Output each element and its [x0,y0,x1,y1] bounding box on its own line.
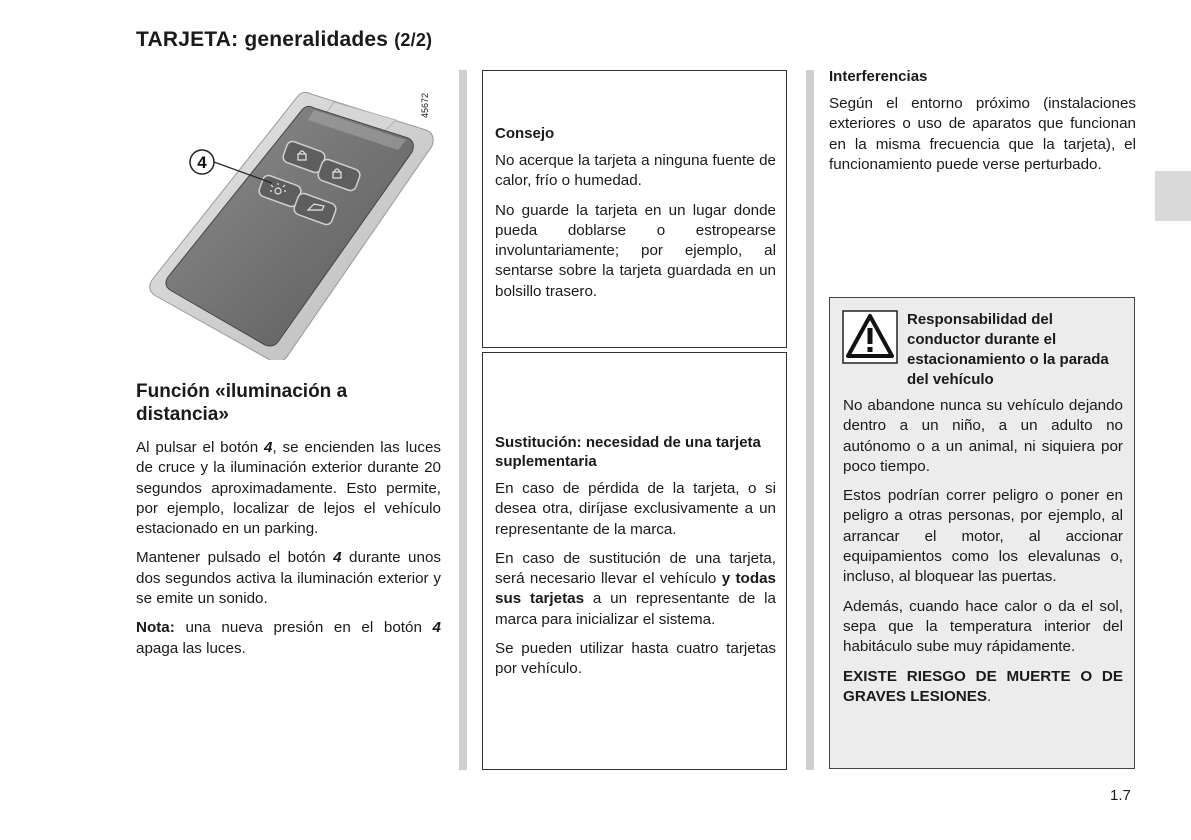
warning-emphasis: EXISTE RIESGO DE MUERTE O DE GRAVES LESIONES [843,667,1123,705]
page-number: 1.7 [1110,787,1131,804]
text-run: a un representante de la marca para inicializar el sistema. [495,590,777,628]
warning-paragraph-1: No abandone nunca su vehículo dejando dentro a un niño, a un adulto no autónomo o a un animal, ni siquiera por poco tiempo. [843,397,1123,475]
warning-header [842,310,1122,390]
lighting-section [136,380,441,668]
button-ref: 4 [333,549,342,567]
figure-reference: 45672 [420,92,430,118]
text-run: apaga las luces. [136,639,246,657]
replacement-paragraph-3: Se pueden utilizar hasta cuatro tarjetas por vehículo. [495,640,776,678]
text-run: En caso de sustitución de una tarjeta, será necesario llevar el vehículo [495,549,776,588]
replacement-heading: Sustitución: necesidad de una tarjeta suplementaria [495,434,761,470]
text-run: una nueva presión en el botón [174,619,433,637]
page-title-part: (2/2) [394,30,433,50]
lighting-paragraph-2 [136,548,441,609]
warning-box [829,297,1135,769]
replacement-paragraph-2 [495,549,776,630]
lighting-paragraph-1 [136,438,441,539]
warning-title: Responsabilidad del conductor durante el estacionamiento o la parada del vehículo [907,311,1109,388]
replacement-paragraph-1: En caso de pérdida de la tarjeta, o si desea otra, diríjase exclusivamente a un representante de la marca. [495,480,776,538]
warning-paragraph-3: Además, cuando hace calor o da el sol, sepa que la temperatura interior del habitáculo sube muy rápidamente. [843,597,1123,656]
text-run: durante unos dos segundos activa la iluminación exterior y se emite un sonido. [136,549,441,608]
section-tab-marker [1155,171,1191,221]
page-title [136,28,432,52]
button-ref: 4 [264,439,273,456]
advice-heading: Consejo [495,125,555,142]
warning-paragraph-2: Estos podrían correr peligro o poner en peligro a otras personas, por ejemplo, al arrancar el motor, al accionar equipamientos como los elevalunas o, incluso, al bloquear las puertas. [843,487,1123,586]
note-label: Nota: [136,619,175,637]
page-title-text: TARJETA: generalidades [136,28,389,51]
lighting-note [136,618,441,659]
key-card-drawing [136,72,442,360]
callout-number: 4 [197,153,207,172]
interference-paragraph: Según el entorno próximo (instalaciones exteriores o uso de aparatos que funcionan en la misma frecuencia que la tarjeta), el funcionamiento puede verse perturbado. [829,95,1136,173]
advice-paragraph-1: No acerque la tarjeta a ninguna fuente de calor, frío o humedad. [495,152,776,190]
text-run: , se encienden las luces de cruce y la iluminación exterior durante 20 segundos aproximadamente. Esto permite, por ejemplo, localizar de lejos el vehículo estacionado en un parking. [136,439,441,538]
button-ref: 4 [432,619,441,637]
lighting-heading: Función «iluminación a distancia» [136,381,348,425]
column-divider-right [806,70,814,770]
warning-body [843,396,1123,716]
interference-section [829,67,1136,184]
text-run: . [987,687,992,705]
replacement-box [482,352,787,770]
text-run: Al pulsar el botón [136,439,265,456]
interference-heading: Interferencias [829,68,928,85]
key-card-illustration [136,72,442,360]
advice-box [482,70,787,348]
text-run: Mantener pulsado el botón [136,549,334,567]
warning-triangle-icon [842,310,898,364]
warning-paragraph-4 [843,667,1123,708]
emphasis: y todas sus tarjetas [495,570,776,608]
advice-paragraph-2: No guarde la tarjeta en un lugar donde pueda doblarse o estropearse involuntariamente; por ejemplo, al sentarse sobre la tarjeta guardada en un bolsillo trasero. [495,201,776,300]
column-divider-left [459,70,467,770]
